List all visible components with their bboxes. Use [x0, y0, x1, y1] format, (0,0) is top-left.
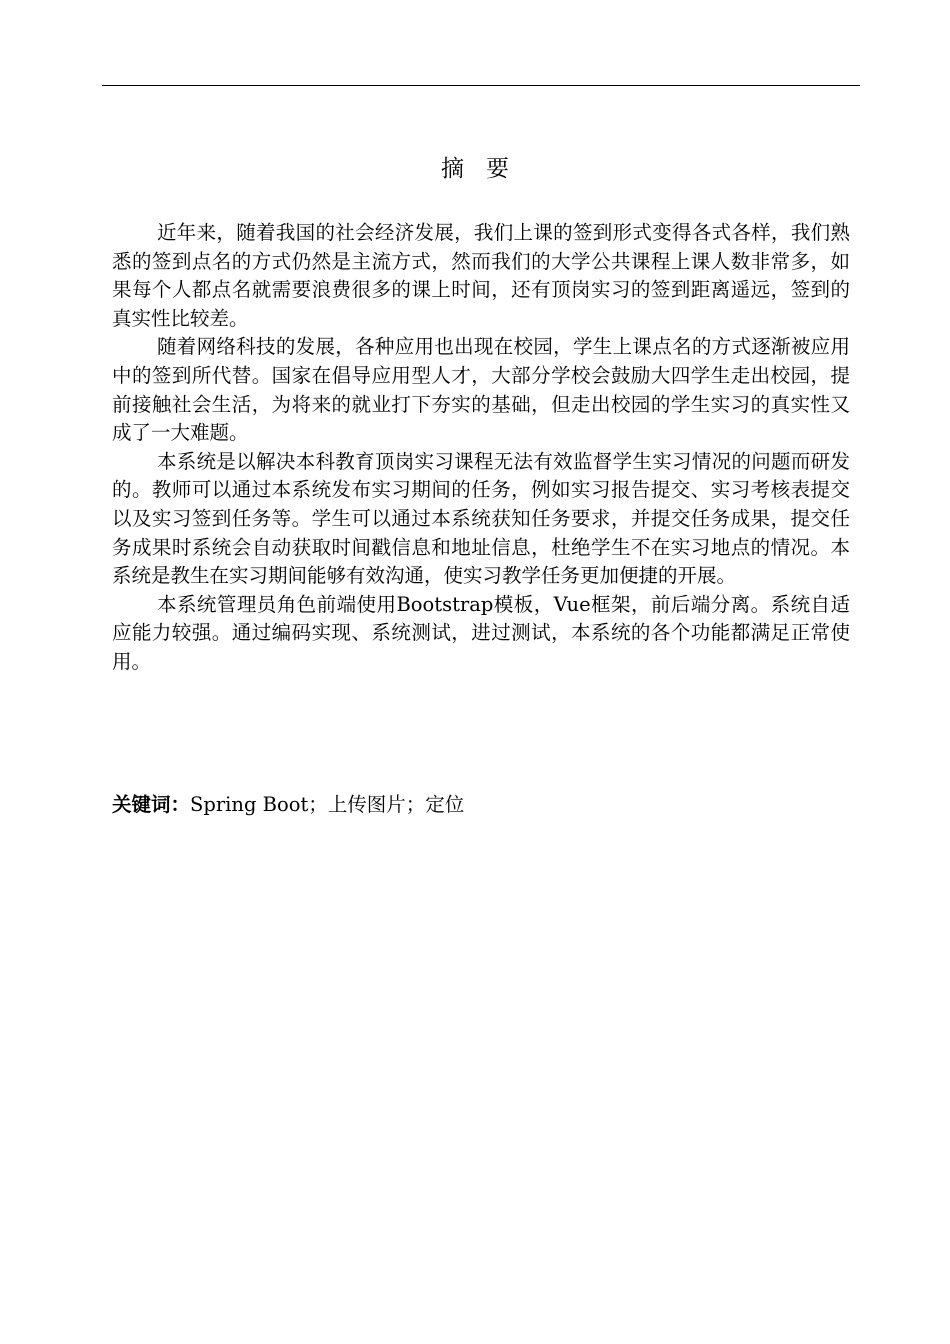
- keywords-value: Spring Boot；上传图片；定位: [190, 793, 465, 816]
- keywords-label: 关键词：: [112, 793, 191, 816]
- abstract-paragraph-1: 近年来，随着我国的社会经济发展，我们上课的签到形式变得各式各样，我们熟悉的签到点名的方式仍然是主流方式，然而我们的大学公共课程上课人数非常多，如果每个人都点名就需要浪费很多的课上时间，还有顶岗实习的签到距离遥远，签到的真实性比较差。: [112, 221, 850, 330]
- abstract-body: [112, 219, 850, 677]
- abstract-paragraph-2: 随着网络科技的发展，各种应用也出现在校园，学生上课点名的方式逐渐被应用中的签到所代替。国家在倡导应用型人才，大部分学校会鼓励大四学生走出校园，提前接触社会生活，为将来的就业打下夯实的基础，但走出校园的学生实习的真实性又成了一大难题。: [112, 335, 850, 445]
- abstract-title: [0, 150, 950, 183]
- keywords-line: [112, 791, 464, 819]
- header-rule: [102, 85, 860, 86]
- abstract-paragraph-3: 本系统是以解决本科教育顶岗实习课程无法有效监督学生实习情况的问题而研发的。教师可以通过本系统发布实习期间的任务，例如实习报告提交、实习考核表提交以及实习签到任务等。学生可以通过本系统获知任务要求，并提交任务成果，提交任务成果时系统会自动获取时间戳信息和地址信息，杜绝学生不在实习地点的情况。本系统是教生在实习期间能够有效沟通，使实习教学任务更加便捷的开展。: [112, 449, 850, 588]
- title-char-1: 摘: [441, 156, 464, 182]
- abstract-paragraph-4: 本系统管理员角色前端使用Bootstrap模板，Vue框架，前后端分离。系统自适应能力较强。通过编码实现、系统测试，进过测试，本系统的各个功能都满足正常使用。: [112, 592, 850, 673]
- title-char-2: 要: [486, 156, 509, 182]
